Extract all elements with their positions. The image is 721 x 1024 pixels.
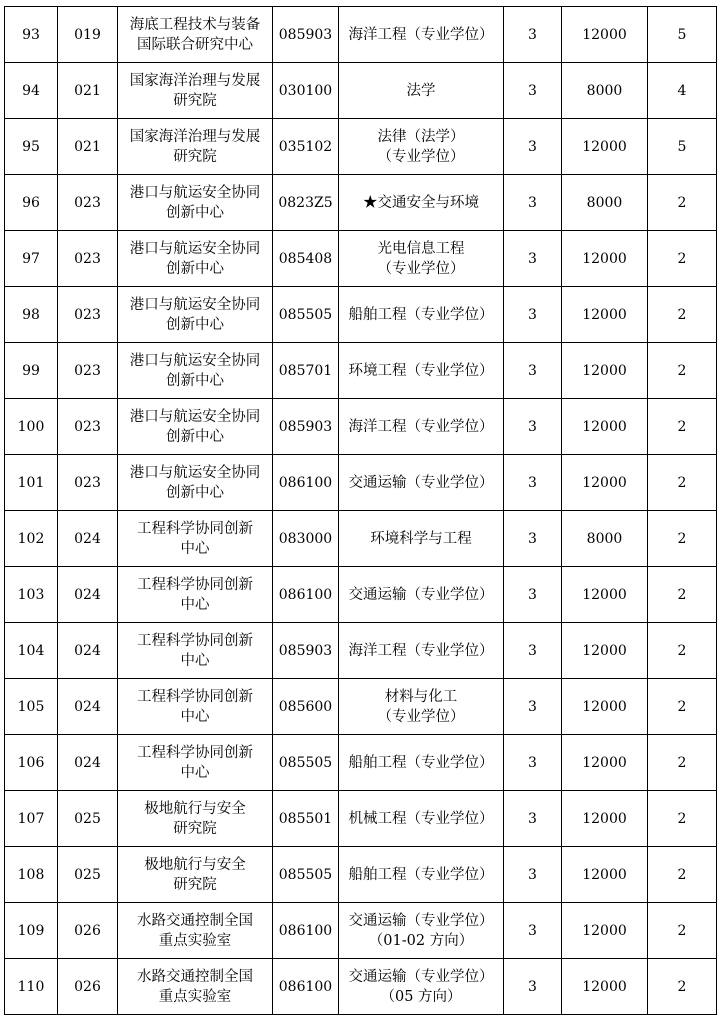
cell-study-years: 3	[504, 231, 562, 287]
cell-unit-name-line: 研究院	[173, 820, 217, 837]
cell-study-years: 3	[504, 903, 562, 959]
cell-major-name	[339, 287, 504, 343]
cell-quota: 2	[648, 399, 717, 455]
cell-unit-name	[118, 791, 273, 847]
cell-unit-name-line: 研究院	[173, 92, 217, 109]
cell-unit-name-line: 海底工程技术与装备	[129, 16, 261, 33]
cell-unit-code: 025	[58, 791, 118, 847]
cell-unit-name	[118, 903, 273, 959]
table-row	[5, 735, 717, 791]
table-body	[5, 7, 717, 1015]
cell-unit-name	[118, 959, 273, 1015]
cell-unit-code: 024	[58, 735, 118, 791]
cell-major-name	[339, 343, 504, 399]
table-row	[5, 455, 717, 511]
table-row	[5, 511, 717, 567]
cell-study-years: 3	[504, 7, 562, 63]
cell-major-name	[339, 623, 504, 679]
cell-major-name-line: 材料与化工	[384, 688, 458, 705]
cell-tuition-fee: 12000	[562, 567, 648, 623]
table-row	[5, 623, 717, 679]
cell-unit-name-line: 工程科学协同创新	[137, 632, 253, 649]
cell-major-name	[339, 63, 504, 119]
cell-tuition-fee: 12000	[562, 959, 648, 1015]
cell-unit-name-line: 国家海洋治理与发展	[129, 128, 261, 145]
cell-quota: 2	[648, 959, 717, 1015]
cell-sequence-number: 109	[5, 903, 58, 959]
cell-unit-name-line: 港口与航运安全协同	[129, 352, 261, 369]
cell-unit-name	[118, 623, 273, 679]
cell-unit-name-line: 中心	[180, 596, 210, 613]
cell-major-name-line: 海洋工程（专业学位）	[348, 418, 494, 435]
cell-major-name	[339, 847, 504, 903]
cell-quota: 2	[648, 847, 717, 903]
cell-unit-code: 023	[58, 175, 118, 231]
cell-sequence-number: 110	[5, 959, 58, 1015]
table-row	[5, 7, 717, 63]
cell-sequence-number: 93	[5, 7, 58, 63]
cell-major-code: 030100	[273, 63, 339, 119]
cell-study-years: 3	[504, 287, 562, 343]
cell-unit-name	[118, 343, 273, 399]
cell-unit-code: 024	[58, 679, 118, 735]
cell-major-code: 086100	[273, 567, 339, 623]
cell-unit-name-line: 港口与航运安全协同	[129, 408, 261, 425]
cell-major-name-line: 海洋工程（专业学位）	[348, 26, 494, 43]
table-row	[5, 679, 717, 735]
cell-major-name-line: （专业学位）	[377, 708, 465, 725]
cell-unit-code: 023	[58, 231, 118, 287]
cell-unit-code: 021	[58, 119, 118, 175]
cell-major-code: 0823Z5	[273, 175, 339, 231]
cell-major-name	[339, 679, 504, 735]
cell-unit-name-line: 工程科学协同创新	[137, 744, 253, 761]
cell-major-name	[339, 511, 504, 567]
cell-major-code: 086100	[273, 903, 339, 959]
cell-tuition-fee: 12000	[562, 847, 648, 903]
cell-study-years: 3	[504, 959, 562, 1015]
cell-tuition-fee: 8000	[562, 175, 648, 231]
cell-unit-name-line: 重点实验室	[158, 932, 232, 949]
cell-unit-name-line: 水路交通控制全国	[137, 912, 253, 929]
cell-major-name	[339, 735, 504, 791]
cell-tuition-fee: 12000	[562, 343, 648, 399]
cell-quota: 2	[648, 791, 717, 847]
cell-sequence-number: 104	[5, 623, 58, 679]
cell-tuition-fee: 12000	[562, 7, 648, 63]
cell-major-code: 083000	[273, 511, 339, 567]
cell-unit-name	[118, 7, 273, 63]
table-row	[5, 791, 717, 847]
cell-unit-code: 024	[58, 623, 118, 679]
cell-unit-name	[118, 175, 273, 231]
cell-sequence-number: 102	[5, 511, 58, 567]
cell-sequence-number: 100	[5, 399, 58, 455]
cell-study-years: 3	[504, 623, 562, 679]
cell-major-name	[339, 175, 504, 231]
cell-major-name	[339, 567, 504, 623]
cell-unit-name-line: 中心	[180, 708, 210, 725]
cell-quota: 2	[648, 175, 717, 231]
cell-quota: 2	[648, 455, 717, 511]
table-row	[5, 175, 717, 231]
cell-unit-name	[118, 511, 273, 567]
cell-major-name	[339, 959, 504, 1015]
cell-major-name-line: 交通运输（专业学位）	[348, 586, 494, 603]
cell-sequence-number: 96	[5, 175, 58, 231]
cell-unit-name	[118, 119, 273, 175]
cell-unit-name-line: 极地航行与安全	[144, 800, 246, 817]
cell-unit-name-line: 创新中心	[166, 316, 224, 333]
cell-unit-name-line: 中心	[180, 652, 210, 669]
cell-unit-code: 026	[58, 903, 118, 959]
cell-tuition-fee: 12000	[562, 623, 648, 679]
cell-major-code: 085501	[273, 791, 339, 847]
cell-quota: 2	[648, 511, 717, 567]
table-row	[5, 903, 717, 959]
cell-sequence-number: 95	[5, 119, 58, 175]
cell-unit-code: 026	[58, 959, 118, 1015]
table-row	[5, 63, 717, 119]
cell-study-years: 3	[504, 455, 562, 511]
cell-quota: 2	[648, 287, 717, 343]
cell-tuition-fee: 12000	[562, 399, 648, 455]
cell-study-years: 3	[504, 119, 562, 175]
table-row	[5, 287, 717, 343]
cell-unit-name-line: 创新中心	[166, 204, 224, 221]
cell-study-years: 3	[504, 679, 562, 735]
cell-unit-name	[118, 231, 273, 287]
cell-tuition-fee: 12000	[562, 679, 648, 735]
cell-unit-name-line: 极地航行与安全	[144, 856, 246, 873]
cell-major-name-line: 法学	[406, 82, 436, 99]
cell-unit-name-line: 港口与航运安全协同	[129, 464, 261, 481]
cell-major-code: 085408	[273, 231, 339, 287]
cell-unit-name	[118, 287, 273, 343]
cell-tuition-fee: 8000	[562, 63, 648, 119]
cell-quota: 5	[648, 7, 717, 63]
cell-major-name-line: 交通运输（专业学位）	[348, 912, 494, 929]
cell-tuition-fee: 12000	[562, 791, 648, 847]
cell-unit-name-line: 创新中心	[166, 428, 224, 445]
cell-tuition-fee: 12000	[562, 119, 648, 175]
cell-quota: 2	[648, 903, 717, 959]
cell-major-name-line: 船舶工程（专业学位）	[348, 866, 494, 883]
cell-major-name-line: （05 方向）	[380, 988, 462, 1005]
cell-major-name-line: 法律（法学）	[377, 128, 465, 145]
cell-unit-name-line: 创新中心	[166, 260, 224, 277]
table-row	[5, 399, 717, 455]
cell-quota: 2	[648, 231, 717, 287]
cell-major-code: 085600	[273, 679, 339, 735]
cell-major-code: 035102	[273, 119, 339, 175]
cell-major-code: 085903	[273, 7, 339, 63]
table-row	[5, 343, 717, 399]
cell-sequence-number: 107	[5, 791, 58, 847]
cell-tuition-fee: 8000	[562, 511, 648, 567]
cell-unit-name	[118, 735, 273, 791]
table-row	[5, 231, 717, 287]
cell-major-code: 086100	[273, 455, 339, 511]
cell-tuition-fee: 12000	[562, 231, 648, 287]
table-row	[5, 119, 717, 175]
cell-unit-code: 021	[58, 63, 118, 119]
cell-unit-name-line: 国际联合研究中心	[137, 36, 253, 53]
cell-unit-name-line: 重点实验室	[158, 988, 232, 1005]
cell-major-name-line: 环境科学与工程	[370, 530, 472, 547]
cell-unit-name-line: 工程科学协同创新	[137, 576, 253, 593]
cell-sequence-number: 108	[5, 847, 58, 903]
cell-unit-name-line: 研究院	[173, 148, 217, 165]
cell-unit-name-line: 港口与航运安全协同	[129, 184, 261, 201]
cell-major-name-line: 光电信息工程	[377, 240, 465, 257]
cell-unit-name	[118, 567, 273, 623]
cell-unit-name-line: 国家海洋治理与发展	[129, 72, 261, 89]
table-row	[5, 959, 717, 1015]
cell-unit-name-line: 工程科学协同创新	[137, 520, 253, 537]
cell-major-code: 085505	[273, 735, 339, 791]
cell-study-years: 3	[504, 567, 562, 623]
cell-unit-name-line: 港口与航运安全协同	[129, 240, 261, 257]
cell-quota: 2	[648, 567, 717, 623]
cell-major-code: 085505	[273, 847, 339, 903]
cell-unit-code: 023	[58, 455, 118, 511]
cell-tuition-fee: 12000	[562, 903, 648, 959]
cell-unit-name	[118, 63, 273, 119]
cell-sequence-number: 106	[5, 735, 58, 791]
cell-sequence-number: 97	[5, 231, 58, 287]
cell-unit-code: 023	[58, 399, 118, 455]
cell-major-code: 085505	[273, 287, 339, 343]
cell-study-years: 3	[504, 511, 562, 567]
cell-major-name-line: 交通运输（专业学位）	[348, 968, 494, 985]
cell-tuition-fee: 12000	[562, 287, 648, 343]
cell-major-name	[339, 903, 504, 959]
cell-tuition-fee: 12000	[562, 735, 648, 791]
cell-unit-code: 023	[58, 287, 118, 343]
cell-sequence-number: 98	[5, 287, 58, 343]
cell-major-name-line: 船舶工程（专业学位）	[348, 306, 494, 323]
cell-quota: 2	[648, 735, 717, 791]
cell-major-name	[339, 7, 504, 63]
cell-major-code: 085903	[273, 399, 339, 455]
cell-sequence-number: 103	[5, 567, 58, 623]
cell-sequence-number: 99	[5, 343, 58, 399]
cell-major-name-line: ★交通安全与环境	[363, 194, 479, 211]
cell-unit-name-line: 创新中心	[166, 372, 224, 389]
cell-unit-name-line: 研究院	[173, 876, 217, 893]
cell-unit-name	[118, 847, 273, 903]
cell-major-name-line: 海洋工程（专业学位）	[348, 642, 494, 659]
cell-major-name-line: （专业学位）	[377, 260, 465, 277]
cell-major-name	[339, 119, 504, 175]
cell-unit-name	[118, 399, 273, 455]
cell-quota: 2	[648, 679, 717, 735]
cell-major-name	[339, 399, 504, 455]
cell-major-code: 086100	[273, 959, 339, 1015]
cell-major-name-line: 船舶工程（专业学位）	[348, 754, 494, 771]
cell-study-years: 3	[504, 343, 562, 399]
cell-study-years: 3	[504, 175, 562, 231]
cell-major-code: 085701	[273, 343, 339, 399]
cell-unit-code: 024	[58, 567, 118, 623]
cell-sequence-number: 94	[5, 63, 58, 119]
cell-unit-code: 024	[58, 511, 118, 567]
table-row	[5, 847, 717, 903]
cell-unit-name	[118, 455, 273, 511]
cell-major-name	[339, 791, 504, 847]
cell-study-years: 3	[504, 399, 562, 455]
enrollment-table	[4, 6, 717, 1015]
cell-major-name-line: （专业学位）	[377, 148, 465, 165]
cell-unit-code: 025	[58, 847, 118, 903]
cell-major-name-line: 环境工程（专业学位）	[348, 362, 494, 379]
cell-unit-name	[118, 679, 273, 735]
cell-study-years: 3	[504, 791, 562, 847]
cell-major-name-line: 机械工程（专业学位）	[348, 810, 494, 827]
cell-quota: 5	[648, 119, 717, 175]
cell-unit-name-line: 水路交通控制全国	[137, 968, 253, 985]
cell-unit-name-line: 中心	[180, 764, 210, 781]
cell-unit-code: 019	[58, 7, 118, 63]
cell-study-years: 3	[504, 735, 562, 791]
cell-quota: 2	[648, 623, 717, 679]
cell-unit-code: 023	[58, 343, 118, 399]
table-row	[5, 567, 717, 623]
cell-unit-name-line: 港口与航运安全协同	[129, 296, 261, 313]
cell-unit-name-line: 中心	[180, 540, 210, 557]
cell-sequence-number: 101	[5, 455, 58, 511]
cell-unit-name-line: 工程科学协同创新	[137, 688, 253, 705]
cell-major-name-line: 交通运输（专业学位）	[348, 474, 494, 491]
cell-study-years: 3	[504, 847, 562, 903]
cell-study-years: 3	[504, 63, 562, 119]
cell-major-name-line: （01-02 方向）	[368, 932, 474, 949]
cell-major-name	[339, 231, 504, 287]
cell-major-name	[339, 455, 504, 511]
cell-major-code: 085903	[273, 623, 339, 679]
cell-tuition-fee: 12000	[562, 455, 648, 511]
cell-quota: 4	[648, 63, 717, 119]
cell-unit-name-line: 创新中心	[166, 484, 224, 501]
cell-sequence-number: 105	[5, 679, 58, 735]
cell-quota: 2	[648, 343, 717, 399]
